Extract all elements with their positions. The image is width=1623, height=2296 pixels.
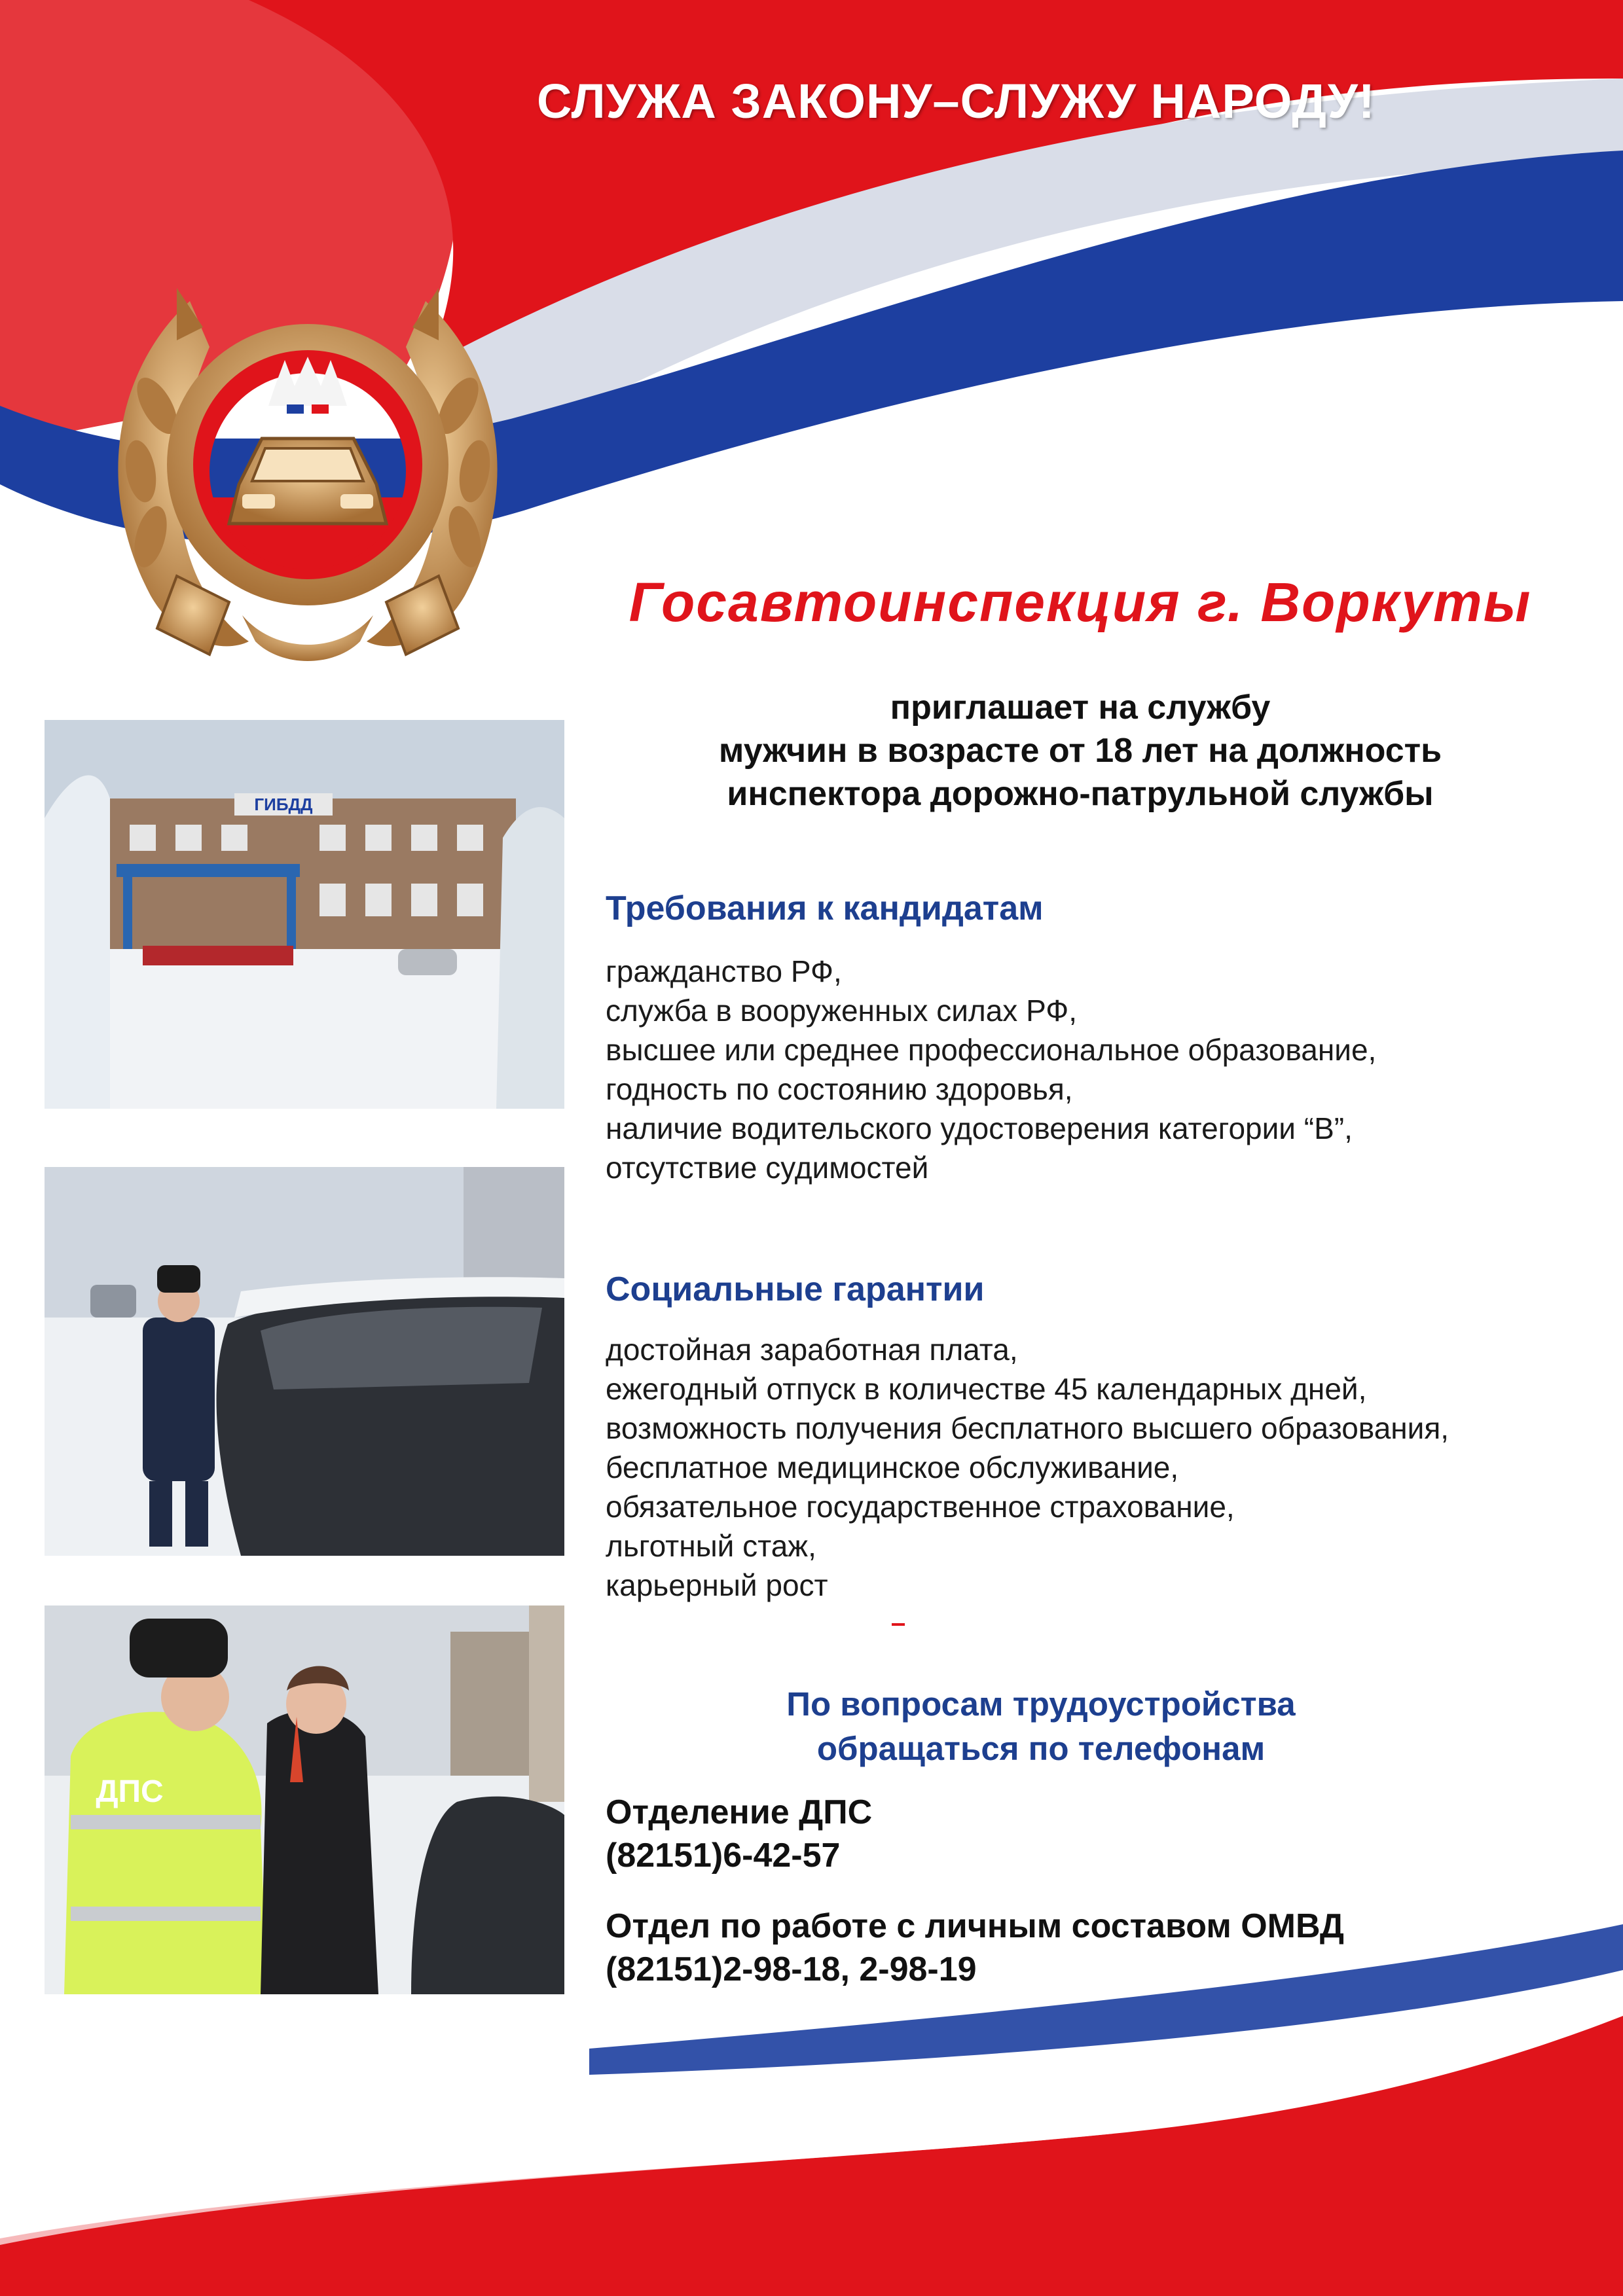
contact-dps-label: Отделение ДПС	[606, 1793, 873, 1831]
list-item: возможность получения бесплатного высшего образования,	[606, 1411, 1450, 1445]
list-item: гражданство РФ,	[606, 954, 842, 988]
contact-hr-phone: (82151)2-98-18, 2-98-19	[606, 1950, 977, 1988]
list-item: служба в вооруженных силах РФ,	[606, 994, 1078, 1028]
list-item: карьерный рост	[606, 1568, 828, 1602]
list-item: льготный стаж,	[606, 1529, 816, 1563]
photo-gibdd-building	[45, 720, 564, 1109]
vest-label: ДПС	[96, 1774, 164, 1809]
contact-hr-label: Отдел по работе с личным составом ОМВД	[606, 1907, 1344, 1945]
list-item: годность по состоянию здоровья,	[606, 1072, 1073, 1106]
slogan-banner: СЛУЖА ЗАКОНУ–СЛУЖУ НАРОДУ!	[537, 74, 1376, 128]
invitation-line: мужчин в возрасте от 18 лет на должность	[718, 732, 1442, 770]
contact-dps-phone: (82151)6-42-57	[606, 1837, 841, 1874]
list-item: высшее или среднее профессиональное образование,	[606, 1033, 1377, 1067]
list-item: достойная заработная плата,	[606, 1333, 1018, 1367]
list-item: наличие водительского удостоверения категории “В”,	[606, 1111, 1353, 1145]
list-item: ежегодный отпуск в количестве 45 календарных дней,	[606, 1372, 1367, 1406]
traffic-police-emblem	[79, 288, 537, 681]
guarantees-heading: Социальные гарантии	[606, 1270, 985, 1308]
building-sign: ГИБДД	[254, 795, 313, 814]
invitation-text	[576, 686, 1584, 816]
text-cursor-mark	[892, 1623, 905, 1626]
contacts-heading-line: обращаться по телефонам	[816, 1730, 1266, 1767]
photo-inspector-at-car	[45, 1167, 564, 1556]
contacts-heading	[668, 1682, 1414, 1771]
contact-hr	[606, 1905, 1344, 1991]
list-item: бесплатное медицинское обслуживание,	[606, 1450, 1179, 1484]
requirements-heading: Требования к кандидатам	[606, 889, 1044, 927]
list-item: обязательное государственное страхование,	[606, 1490, 1235, 1524]
page-title: Госавтоинспекция г. Воркуты	[629, 571, 1532, 633]
contacts-heading-line: По вопросам трудоустройства	[786, 1685, 1296, 1723]
photo-inspector-with-woman	[45, 1605, 564, 1994]
contact-dps	[606, 1791, 872, 1877]
invitation-line: приглашает на службу	[890, 689, 1271, 726]
requirements-list	[606, 952, 1376, 1187]
guarantees-list	[606, 1330, 1449, 1605]
list-item: отсутствие судимостей	[606, 1151, 929, 1185]
invitation-line: инспектора дорожно-патрульной службы	[727, 775, 1434, 813]
